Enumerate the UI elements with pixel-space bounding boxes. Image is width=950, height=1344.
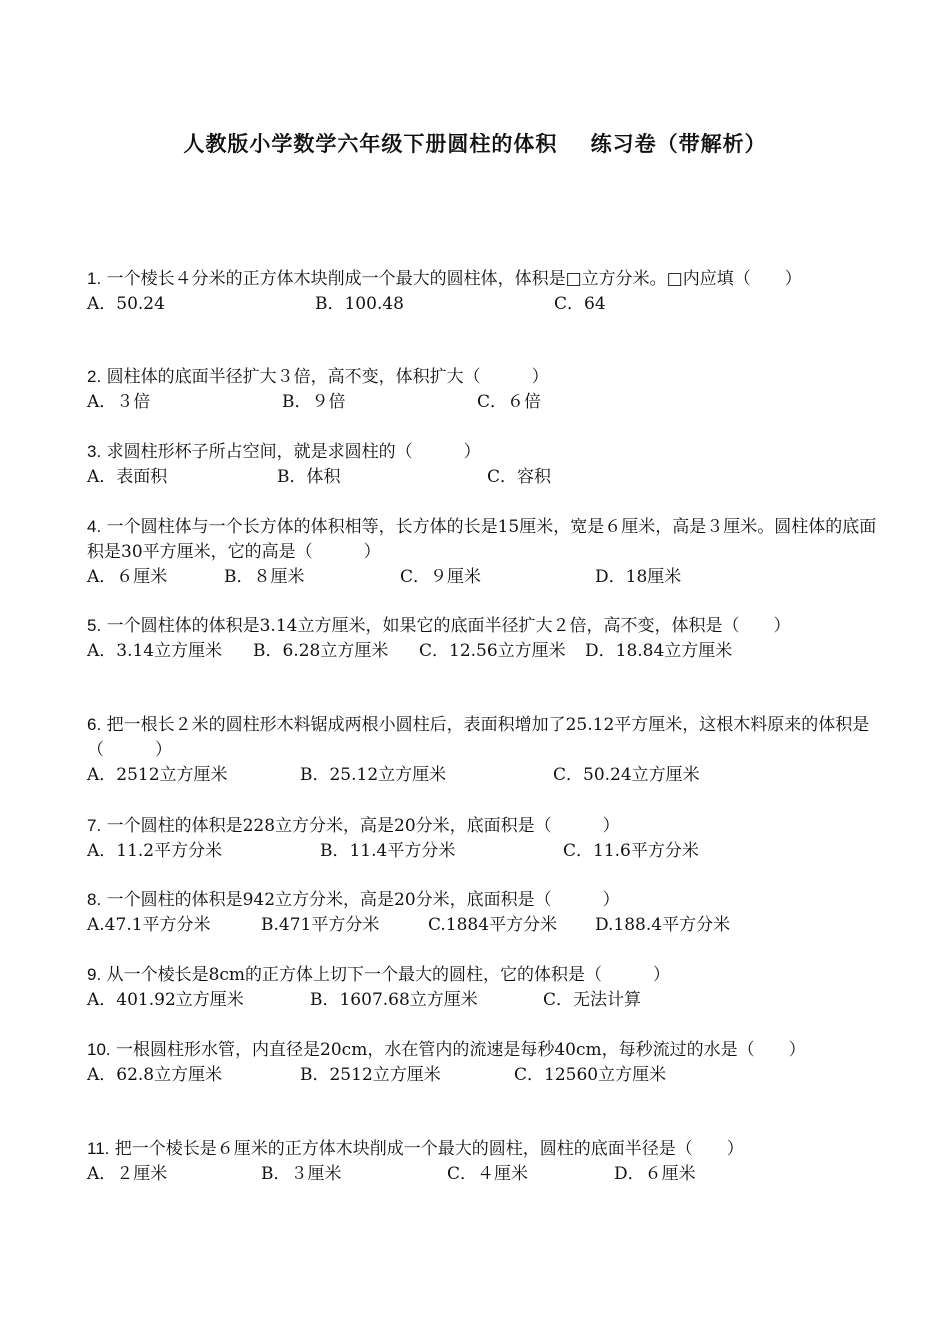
question-stem [87, 364, 877, 390]
question-text: 圆柱体的底面半径扩大３倍，高不变，体积扩大（ ） [106, 367, 549, 387]
question-1 [87, 266, 877, 317]
question-number: 6. [87, 715, 102, 734]
option-b: B．８厘米 [224, 567, 305, 587]
question-number: 4. [87, 517, 102, 536]
question-number: 3. [87, 442, 102, 461]
option-c: C．无法计算 [543, 990, 642, 1010]
option-c: C．64 [554, 294, 606, 314]
question-text: 把一个棱长是６厘米的正方体木块削成一个最大的圆柱，圆柱的底面半径是（ ） [114, 1139, 744, 1159]
question-number: 8. [87, 890, 102, 909]
question-text: 求圆柱形杯子所占空间，就是求圆柱的（ ） [106, 442, 481, 462]
option-row [87, 913, 877, 938]
option-row [87, 839, 877, 864]
question-5 [87, 613, 877, 664]
question-number: 10. [87, 1040, 111, 1059]
question-number: 5. [87, 616, 102, 635]
question-2 [87, 364, 877, 415]
option-c: C．12.56立方厘米 [419, 641, 566, 661]
option-a: A．62.8立方厘米 [87, 1065, 223, 1085]
option-c: C.1884平方分米 [428, 915, 558, 935]
option-b: B．25.12立方厘米 [300, 765, 447, 785]
question-stem [87, 613, 877, 639]
question-stem [87, 962, 877, 988]
option-b: B．11.4平方分米 [320, 841, 456, 861]
option-b: B．３厘米 [261, 1164, 342, 1184]
question-6 [87, 712, 877, 788]
question-10 [87, 1037, 877, 1088]
question-number: 1. [87, 269, 102, 288]
question-text: 一个圆柱的体积是942立方分米，高是20分米，底面积是（ ） [106, 890, 620, 910]
page-title: 人教版小学数学六年级下册圆柱的体积 练习卷（带解析） [183, 132, 767, 156]
question-stem [87, 514, 877, 565]
option-a: A．3.14立方厘米 [87, 641, 223, 661]
option-a: A．６厘米 [87, 567, 168, 587]
option-b: B．体积 [277, 467, 341, 487]
question-text: 一个圆柱体的体积是3.14立方厘米，如果它的底面半径扩大２倍，高不变，体积是（ ） [106, 616, 791, 636]
question-stem [87, 887, 877, 913]
question-stem [87, 712, 877, 763]
question-text: 一个圆柱体与一个长方体的体积相等，长方体的长是15厘米，宽是６厘米，高是３厘米。圆柱体的底面积是30平方厘米，它的高是（ ） [87, 517, 877, 562]
option-a: A．２厘米 [87, 1164, 168, 1184]
option-c: C．４厘米 [447, 1164, 529, 1184]
option-c: C．50.24立方厘米 [553, 765, 700, 785]
option-row [87, 1162, 877, 1187]
question-11 [87, 1136, 877, 1187]
option-b: B．９倍 [282, 392, 346, 412]
option-row [87, 639, 877, 664]
option-a: A．50.24 [87, 294, 165, 314]
option-b: B．100.48 [315, 294, 404, 314]
question-stem [87, 1136, 877, 1162]
option-a: A．11.2平方分米 [87, 841, 223, 861]
option-c: C．12560立方厘米 [514, 1065, 667, 1085]
question-text: 一个棱长４分米的正方体木块削成一个最大的圆柱体，体积是□立方分米。□内应填（ ） [106, 269, 802, 289]
question-stem [87, 439, 877, 465]
question-number: 2. [87, 367, 102, 386]
question-text: 一根圆柱形水管，内直径是20cm，水在管内的流速是每秒40cm，每秒流过的水是（ ） [116, 1040, 806, 1060]
option-row [87, 1063, 877, 1088]
question-3 [87, 439, 877, 490]
option-a: A.47.1平方分米 [87, 915, 211, 935]
question-7 [87, 813, 877, 864]
question-number: 7. [87, 816, 102, 835]
question-number: 9. [87, 965, 102, 984]
option-b: B.471平方分米 [261, 915, 380, 935]
option-c: C．11.6平方分米 [563, 841, 699, 861]
option-row [87, 465, 877, 490]
option-row [87, 763, 877, 788]
option-d: D．18.84立方厘米 [585, 641, 733, 661]
option-a: A．401.92立方厘米 [87, 990, 244, 1010]
question-9 [87, 962, 877, 1013]
option-b: B．1607.68立方厘米 [310, 990, 478, 1010]
option-row [87, 565, 877, 590]
option-d: D．18厘米 [595, 567, 682, 587]
question-4 [87, 514, 877, 590]
option-b: B．6.28立方厘米 [253, 641, 389, 661]
question-text: 把一根长２米的圆柱形木料锯成两根小圆柱后，表面积增加了25.12平方厘米，这根木料原来的体积是（ ） [87, 715, 870, 760]
option-row [87, 292, 877, 317]
option-c: C．９厘米 [400, 567, 482, 587]
question-stem [87, 266, 877, 292]
question-stem [87, 813, 877, 839]
question-text: 从一个棱长是8cm的正方体上切下一个最大的圆柱，它的体积是（ ） [106, 965, 671, 985]
option-a: A．表面积 [87, 467, 168, 487]
option-d: D.188.4平方分米 [595, 915, 731, 935]
option-c: C．容积 [487, 467, 552, 487]
option-row [87, 988, 877, 1013]
question-8 [87, 887, 877, 938]
option-row [87, 390, 877, 415]
option-a: A．2512立方厘米 [87, 765, 228, 785]
question-number: 11. [87, 1139, 110, 1158]
option-c: C．６倍 [477, 392, 542, 412]
question-text: 一个圆柱的体积是228立方分米，高是20分米，底面积是（ ） [106, 816, 620, 836]
option-d: D．６厘米 [614, 1164, 696, 1184]
option-b: B．2512立方厘米 [300, 1065, 441, 1085]
option-a: A．３倍 [87, 392, 151, 412]
question-stem [87, 1037, 877, 1063]
